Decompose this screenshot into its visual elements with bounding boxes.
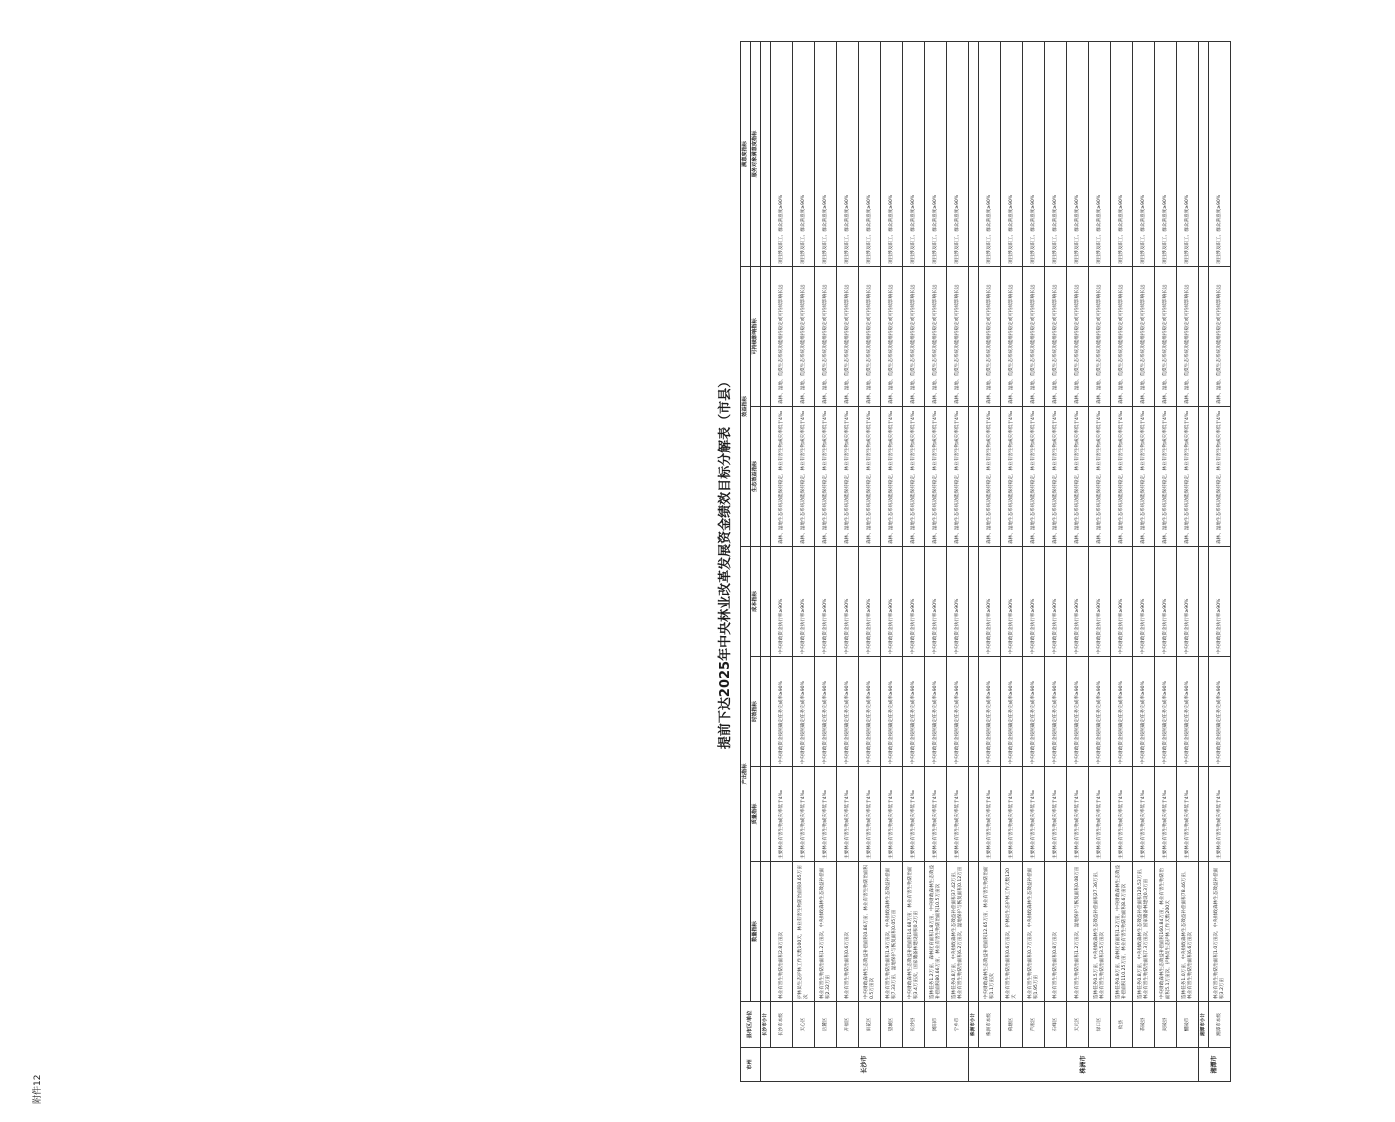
table-row: [1089, 41, 1111, 1081]
cost-cell: 中央财政资金执行率≥90%: [925, 546, 947, 656]
sustain-cell: 森林、湿地、荒漠生态系统功能维持稳定或可持续影响长远: [979, 266, 1001, 406]
quantity-cell: 造林任务0.5万亩，中央财政森林生态效益补偿面积27.36万亩，林业有害生物防治面积3.5万亩次: [1089, 862, 1111, 1002]
ecology-cell: 森林、湿地生态系统功能保持稳定，林业有害生物成灾率低于4‰: [925, 406, 947, 546]
county-cell: 渌口区: [1089, 1002, 1111, 1048]
service-cell: 项目涉及职工、群众满意度≥90%: [815, 41, 837, 266]
quantity-cell: 林业有害生物防治面积0.6万亩次，护林员生态护林工作天数120天: [1001, 862, 1023, 1002]
time-cell: 中央财政资金按照确定任务完成率≥90%: [881, 657, 903, 767]
time-cell: 中央财政资金按照确定任务完成率≥90%: [1045, 657, 1067, 767]
sustain-cell: 森林、湿地、荒漠生态系统功能维持稳定或可持续影响长远: [1067, 266, 1089, 406]
quality-cell: 主要林业有害生物成灾率低于4‰: [793, 767, 815, 862]
county-cell: 醴陵市: [1177, 1002, 1199, 1048]
table-row: [1067, 41, 1089, 1081]
ecology-cell: 森林、湿地生态系统功能保持稳定，林业有害生物成灾率低于4‰: [903, 406, 925, 546]
quantity-cell: 护林员生态护林工作天数100天，林业有害生物防治面积0.65万亩次: [793, 862, 815, 1002]
cost-cell: 中央财政资金执行率≥90%: [1111, 546, 1133, 656]
header-service: 服务对象满意度指标: [751, 41, 761, 266]
service-cell: 项目涉及职工、群众满意度≥90%: [1001, 41, 1023, 266]
subtotal-blank: [761, 41, 771, 266]
sustain-cell: 森林、湿地、荒漠生态系统功能维持稳定或可持续影响长远: [771, 266, 793, 406]
time-cell: 中央财政资金按照确定任务完成率≥90%: [903, 657, 925, 767]
quality-cell: 主要林业有害生物成灾率低于4‰: [1045, 767, 1067, 862]
ecology-cell: 森林、湿地生态系统功能保持稳定，林业有害生物成灾率低于4‰: [837, 406, 859, 546]
table-row: [881, 41, 903, 1081]
county-cell: 开福区: [837, 1002, 859, 1048]
county-cell: 石峰区: [1045, 1002, 1067, 1048]
subtotal-blank: [1199, 546, 1209, 656]
table-row: [979, 41, 1001, 1081]
quantity-cell: 林业有害生物防治面积1.9万亩次，中央财政森林生态效益补偿面积7.33万亩，湿地保护与恢复面积0.05万亩: [881, 862, 903, 1002]
subtotal-row: [1199, 41, 1209, 1081]
time-cell: 中央财政资金按照确定任务完成率≥90%: [925, 657, 947, 767]
county-cell: 浏阳市: [925, 1002, 947, 1048]
quality-cell: 主要林业有害生物成灾率低于4‰: [1177, 767, 1199, 862]
quality-cell: 主要林业有害生物成灾率低于4‰: [1089, 767, 1111, 862]
table-row: [1177, 41, 1199, 1081]
service-cell: 项目涉及职工、群众满意度≥90%: [859, 41, 881, 266]
time-cell: 中央财政资金按照确定任务完成率≥90%: [1155, 657, 1177, 767]
cost-cell: 中央财政资金执行率≥90%: [979, 546, 1001, 656]
subtotal-blank: [1199, 406, 1209, 546]
cost-cell: 中央财政资金执行率≥90%: [771, 546, 793, 656]
county-cell: 炎陵县: [1155, 1002, 1177, 1048]
time-cell: 中央财政资金按照确定任务完成率≥90%: [1023, 657, 1045, 767]
header-city: 市州: [741, 1048, 761, 1082]
quantity-cell: 林业有害生物防治面积1.0万亩次，中央财政森林生态效益补偿面积3.2万亩: [1209, 862, 1231, 1002]
city-cell: 株洲市: [969, 1048, 1199, 1082]
time-cell: 中央财政资金按照确定任务完成率≥90%: [1111, 657, 1133, 767]
quantity-cell: 造林任务1.2万亩，森林抚育面积1.8万亩，中央财政森林生态效益补偿面积80.66万亩，林业有害生物防治面积10.5万亩次: [925, 862, 947, 1002]
time-cell: 中央财政资金按照确定任务完成率≥90%: [1133, 657, 1155, 767]
county-cell: 望城区: [881, 1002, 903, 1048]
service-cell: 项目涉及职工、群众满意度≥90%: [979, 41, 1001, 266]
quantity-cell: 中央财政森林生态效益补偿面积160.84万亩，林业有害生物防治面积5.1万亩次，护林员生态护林工作天数200天: [1155, 862, 1177, 1002]
county-cell: 长沙县: [903, 1002, 925, 1048]
document-title: 提前下达2025年中央林业改革发展资金绩效目标分解表（市县）: [718, 374, 733, 750]
table-row: [1133, 41, 1155, 1081]
ecology-cell: 森林、湿地生态系统功能保持稳定，林业有害生物成灾率低于4‰: [771, 406, 793, 546]
subtotal-blank: [761, 406, 771, 546]
quality-cell: 主要林业有害生物成灾率低于4‰: [771, 767, 793, 862]
subtotal-row: [969, 41, 979, 1081]
quality-cell: 主要林业有害生物成灾率低于4‰: [859, 767, 881, 862]
quality-cell: 主要林业有害生物成灾率低于4‰: [903, 767, 925, 862]
table-row: [837, 41, 859, 1081]
sustain-cell: 森林、湿地、荒漠生态系统功能维持稳定或可持续影响长远: [881, 266, 903, 406]
ecology-cell: 森林、湿地生态系统功能保持稳定，林业有害生物成灾率低于4‰: [859, 406, 881, 546]
table-row: [771, 41, 793, 1081]
service-cell: 项目涉及职工、群众满意度≥90%: [793, 41, 815, 266]
ecology-cell: 森林、湿地生态系统功能保持稳定，林业有害生物成灾率低于4‰: [979, 406, 1001, 546]
quantity-cell: 造林任务1.0万亩，中央财政森林生态效益补偿面积78.46万亩，林业有害生物防治面积6.6万亩次: [1177, 862, 1199, 1002]
service-cell: 项目涉及职工、群众满意度≥90%: [881, 41, 903, 266]
sustain-cell: 森林、湿地、荒漠生态系统功能维持稳定或可持续影响长远: [1089, 266, 1111, 406]
table-row: [1111, 41, 1133, 1081]
sustain-cell: 森林、湿地、荒漠生态系统功能维持稳定或可持续影响长远: [1133, 266, 1155, 406]
table-row: [903, 41, 925, 1081]
cost-cell: 中央财政资金执行率≥90%: [859, 546, 881, 656]
service-cell: 项目涉及职工、群众满意度≥90%: [903, 41, 925, 266]
quality-cell: 主要林业有害生物成灾率低于4‰: [881, 767, 903, 862]
quality-cell: 主要林业有害生物成灾率低于4‰: [1209, 767, 1231, 862]
ecology-cell: 森林、湿地生态系统功能保持稳定，林业有害生物成灾率低于4‰: [881, 406, 903, 546]
city-cell: 长沙市: [761, 1048, 969, 1082]
subtotal-blank: [969, 41, 979, 266]
target-breakdown-table: [740, 41, 1231, 1082]
subtotal-blank: [969, 266, 979, 406]
cost-cell: 中央财政资金执行率≥90%: [1001, 546, 1023, 656]
quality-cell: 主要林业有害生物成灾率低于4‰: [1133, 767, 1155, 862]
sustain-cell: 森林、湿地、荒漠生态系统功能维持稳定或可持续影响长远: [793, 266, 815, 406]
time-cell: 中央财政资金按照确定任务完成率≥90%: [793, 657, 815, 767]
time-cell: 中央财政资金按照确定任务完成率≥90%: [1067, 657, 1089, 767]
ecology-cell: 森林、湿地生态系统功能保持稳定，林业有害生物成灾率低于4‰: [1067, 406, 1089, 546]
time-cell: 中央财政资金按照确定任务完成率≥90%: [1001, 657, 1023, 767]
service-cell: 项目涉及职工、群众满意度≥90%: [1067, 41, 1089, 266]
sustain-cell: 森林、湿地、荒漠生态系统功能维持稳定或可持续影响长远: [1045, 266, 1067, 406]
table-row: [925, 41, 947, 1081]
sustain-cell: 森林、湿地、荒漠生态系统功能维持稳定或可持续影响长远: [837, 266, 859, 406]
county-cell: 岳麓区: [815, 1002, 837, 1048]
header-benefit-group: 效益指标: [741, 266, 751, 546]
ecology-cell: 森林、湿地生态系统功能保持稳定，林业有害生物成灾率低于4‰: [815, 406, 837, 546]
ecology-cell: 森林、湿地生态系统功能保持稳定，林业有害生物成灾率低于4‰: [1023, 406, 1045, 546]
time-cell: 中央财政资金按照确定任务完成率≥90%: [979, 657, 1001, 767]
subtotal-blank: [969, 862, 979, 1002]
subtotal-blank: [761, 862, 771, 1002]
sustain-cell: 森林、湿地、荒漠生态系统功能维持稳定或可持续影响长远: [925, 266, 947, 406]
time-cell: 中央财政资金按照确定任务完成率≥90%: [1177, 657, 1199, 767]
quality-cell: 主要林业有害生物成灾率低于4‰: [815, 767, 837, 862]
county-cell: 荷塘区: [1001, 1002, 1023, 1048]
header-output-group: 产出指标: [741, 546, 751, 1001]
table-row: [1155, 41, 1177, 1081]
cost-cell: 中央财政资金执行率≥90%: [1067, 546, 1089, 656]
table-row: [859, 41, 881, 1081]
header-time: 时效指标: [751, 657, 761, 767]
quality-cell: 主要林业有害生物成灾率低于4‰: [837, 767, 859, 862]
county-cell: 雨花区: [859, 1002, 881, 1048]
quantity-cell: 林业有害生物防治面积2.8万亩次: [771, 862, 793, 1002]
table-row: [815, 41, 837, 1081]
county-cell: 天心区: [793, 1002, 815, 1048]
ecology-cell: 森林、湿地生态系统功能保持稳定，林业有害生物成灾率低于4‰: [1209, 406, 1231, 546]
subtotal-blank: [761, 546, 771, 656]
quantity-cell: 中央财政森林生态效益补偿面积12.65万亩，林业有害生物防治面积1.1万亩次: [979, 862, 1001, 1002]
subtotal-blank: [761, 767, 771, 862]
header-quality: 质量指标: [751, 767, 761, 862]
header-sustain: 可持续影响指标: [751, 266, 761, 406]
quality-cell: 主要林业有害生物成灾率低于4‰: [925, 767, 947, 862]
quantity-cell: 中央财政森林生态效益补偿面积14.68万亩，林业有害生物防治面积3.4万亩次，国家储备林建设面积0.2万亩: [903, 862, 925, 1002]
subtotal-blank: [969, 657, 979, 767]
county-cell: 株洲市本级: [979, 1002, 1001, 1048]
quality-cell: 主要林业有害生物成灾率低于4‰: [1001, 767, 1023, 862]
sustain-cell: 森林、湿地、荒漠生态系统功能维持稳定或可持续影响长远: [947, 266, 969, 406]
sustain-cell: 森林、湿地、荒漠生态系统功能维持稳定或可持续影响长远: [815, 266, 837, 406]
service-cell: 项目涉及职工、群众满意度≥90%: [1209, 41, 1231, 266]
table-row: [1023, 41, 1045, 1081]
subtotal-blank: [1199, 657, 1209, 767]
ecology-cell: 森林、湿地生态系统功能保持稳定，林业有害生物成灾率低于4‰: [1155, 406, 1177, 546]
ecology-cell: 森林、湿地生态系统功能保持稳定，林业有害生物成灾率低于4‰: [1177, 406, 1199, 546]
table-row: [1209, 41, 1231, 1081]
time-cell: 中央财政资金按照确定任务完成率≥90%: [771, 657, 793, 767]
subtotal-blank: [969, 546, 979, 656]
sustain-cell: 森林、湿地、荒漠生态系统功能维持稳定或可持续影响长远: [903, 266, 925, 406]
attachment-label: 附件12: [33, 1074, 43, 1104]
subtotal-label: 株洲市小计: [969, 1002, 979, 1048]
subtotal-row: [761, 41, 771, 1081]
county-cell: 芦淞区: [1023, 1002, 1045, 1048]
service-cell: 项目涉及职工、群众满意度≥90%: [771, 41, 793, 266]
cost-cell: 中央财政资金执行率≥90%: [1023, 546, 1045, 656]
time-cell: 中央财政资金按照确定任务完成率≥90%: [815, 657, 837, 767]
city-cell: 湘潭市: [1199, 1048, 1231, 1082]
subtotal-blank: [1199, 767, 1209, 862]
quality-cell: 主要林业有害生物成灾率低于4‰: [1111, 767, 1133, 862]
quality-cell: 主要林业有害生物成灾率低于4‰: [1023, 767, 1045, 862]
service-cell: 项目涉及职工、群众满意度≥90%: [1177, 41, 1199, 266]
header-quantity: 数量指标: [751, 862, 761, 1002]
service-cell: 项目涉及职工、群众满意度≥90%: [837, 41, 859, 266]
cost-cell: 中央财政资金执行率≥90%: [881, 546, 903, 656]
quantity-cell: 中央财政森林生态效益补偿面积0.86万亩，林业有害生物防治面积0.5万亩次: [859, 862, 881, 1002]
ecology-cell: 森林、湿地生态系统功能保持稳定，林业有害生物成灾率低于4‰: [947, 406, 969, 546]
county-cell: 湘潭市本级: [1209, 1002, 1231, 1048]
cost-cell: 中央财政资金执行率≥90%: [793, 546, 815, 656]
service-cell: 项目涉及职工、群众满意度≥90%: [925, 41, 947, 266]
time-cell: 中央财政资金按照确定任务完成率≥90%: [859, 657, 881, 767]
county-cell: 天元区: [1067, 1002, 1089, 1048]
rotated-table-sheet: [718, 42, 1395, 1082]
quality-cell: 主要林业有害生物成灾率低于4‰: [1155, 767, 1177, 862]
county-cell: 攸县: [1111, 1002, 1133, 1048]
cost-cell: 中央财政资金执行率≥90%: [1155, 546, 1177, 656]
cost-cell: 中央财政资金执行率≥90%: [947, 546, 969, 656]
sustain-cell: 森林、湿地、荒漠生态系统功能维持稳定或可持续影响长远: [1023, 266, 1045, 406]
quality-cell: 主要林业有害生物成灾率低于4‰: [979, 767, 1001, 862]
time-cell: 中央财政资金按照确定任务完成率≥90%: [947, 657, 969, 767]
service-cell: 项目涉及职工、群众满意度≥90%: [1155, 41, 1177, 266]
quality-cell: 主要林业有害生物成灾率低于4‰: [947, 767, 969, 862]
cost-cell: 中央财政资金执行率≥90%: [1209, 546, 1231, 656]
quantity-cell: 林业有害生物防治面积1.2万亩次，湿地保护与恢复面积0.08万亩: [1067, 862, 1089, 1002]
cost-cell: 中央财政资金执行率≥90%: [1133, 546, 1155, 656]
county-cell: 茶陵县: [1133, 1002, 1155, 1048]
quantity-cell: 造林任务0.8万亩，中央财政森林生态效益补偿面积37.42万亩，林业有害生物防治面积6.2万亩次，湿地保护与恢复面积0.12万亩: [947, 862, 969, 1002]
sustain-cell: 森林、湿地、荒漠生态系统功能维持稳定或可持续影响长远: [1111, 266, 1133, 406]
ecology-cell: 森林、湿地生态系统功能保持稳定，林业有害生物成灾率低于4‰: [1045, 406, 1067, 546]
subtotal-blank: [1199, 862, 1209, 1002]
subtotal-blank: [761, 657, 771, 767]
time-cell: 中央财政资金按照确定任务完成率≥90%: [1209, 657, 1231, 767]
header-ecology: 生态效益指标: [751, 406, 761, 546]
header-county: 县市区/单位: [741, 1002, 761, 1048]
header-cost: 成本指标: [751, 546, 761, 656]
subtotal-label: 湘潭市小计: [1199, 1002, 1209, 1048]
service-cell: 项目涉及职工、群众满意度≥90%: [1089, 41, 1111, 266]
table-row: [793, 41, 815, 1081]
ecology-cell: 森林、湿地生态系统功能保持稳定，林业有害生物成灾率低于4‰: [1001, 406, 1023, 546]
quantity-cell: 林业有害生物防治面积0.8万亩次: [1045, 862, 1067, 1002]
cost-cell: 中央财政资金执行率≥90%: [815, 546, 837, 656]
service-cell: 项目涉及职工、群众满意度≥90%: [1023, 41, 1045, 266]
quantity-cell: 造林任务0.9万亩，森林抚育面积1.2万亩，中央财政森林生态效益补偿面积110.25万亩，林业有害生物防治面积8.6万亩次: [1111, 862, 1133, 1002]
table-row: [947, 41, 969, 1081]
table-body: [761, 41, 1231, 1081]
time-cell: 中央财政资金按照确定任务完成率≥90%: [837, 657, 859, 767]
ecology-cell: 森林、湿地生态系统功能保持稳定，林业有害生物成灾率低于4‰: [793, 406, 815, 546]
cost-cell: 中央财政资金执行率≥90%: [1177, 546, 1199, 656]
quantity-cell: 造林任务0.8万亩，中央财政森林生态效益补偿面积120.53万亩，林业有害生物防治面积7.3万亩次，国家储备林建设0.3万亩: [1133, 862, 1155, 1002]
subtotal-blank: [969, 406, 979, 546]
sustain-cell: 森林、湿地、荒漠生态系统功能维持稳定或可持续影响长远: [1177, 266, 1199, 406]
county-cell: 长沙市本级: [771, 1002, 793, 1048]
service-cell: 项目涉及职工、群众满意度≥90%: [947, 41, 969, 266]
quantity-cell: 林业有害生物防治面积0.7万亩次，中央财政森林生态效益补偿面积1.95万亩: [1023, 862, 1045, 1002]
quality-cell: 主要林业有害生物成灾率低于4‰: [1067, 767, 1089, 862]
ecology-cell: 森林、湿地生态系统功能保持稳定，林业有害生物成灾率低于4‰: [1133, 406, 1155, 546]
sustain-cell: 森林、湿地、荒漠生态系统功能维持稳定或可持续影响长远: [1209, 266, 1231, 406]
cost-cell: 中央财政资金执行率≥90%: [1045, 546, 1067, 656]
header-satisfaction-group: 满意度指标: [741, 41, 751, 266]
sustain-cell: 森林、湿地、荒漠生态系统功能维持稳定或可持续影响长远: [1155, 266, 1177, 406]
time-cell: 中央财政资金按照确定任务完成率≥90%: [1089, 657, 1111, 767]
county-cell: 宁乡市: [947, 1002, 969, 1048]
ecology-cell: 森林、湿地生态系统功能保持稳定，林业有害生物成灾率低于4‰: [1111, 406, 1133, 546]
sustain-cell: 森林、湿地、荒漠生态系统功能维持稳定或可持续影响长远: [1001, 266, 1023, 406]
subtotal-blank: [1199, 41, 1209, 266]
cost-cell: 中央财政资金执行率≥90%: [837, 546, 859, 656]
table-row: [1045, 41, 1067, 1081]
subtotal-blank: [1199, 266, 1209, 406]
subtotal-label: 长沙市小计: [761, 1002, 771, 1048]
service-cell: 项目涉及职工、群众满意度≥90%: [1133, 41, 1155, 266]
service-cell: 项目涉及职工、群众满意度≥90%: [1111, 41, 1133, 266]
service-cell: 项目涉及职工、群众满意度≥90%: [1045, 41, 1067, 266]
ecology-cell: 森林、湿地生态系统功能保持稳定，林业有害生物成灾率低于4‰: [1089, 406, 1111, 546]
cost-cell: 中央财政资金执行率≥90%: [903, 546, 925, 656]
table-row: [1001, 41, 1023, 1081]
quantity-cell: 林业有害生物防治面积1.2万亩次，中央财政森林生态效益补偿面积2.32万亩: [815, 862, 837, 1002]
sustain-cell: 森林、湿地、荒漠生态系统功能维持稳定或可持续影响长远: [859, 266, 881, 406]
quantity-cell: 林业有害生物防治面积0.6万亩次: [837, 862, 859, 1002]
cost-cell: 中央财政资金执行率≥90%: [1089, 546, 1111, 656]
subtotal-blank: [969, 767, 979, 862]
subtotal-blank: [761, 266, 771, 406]
